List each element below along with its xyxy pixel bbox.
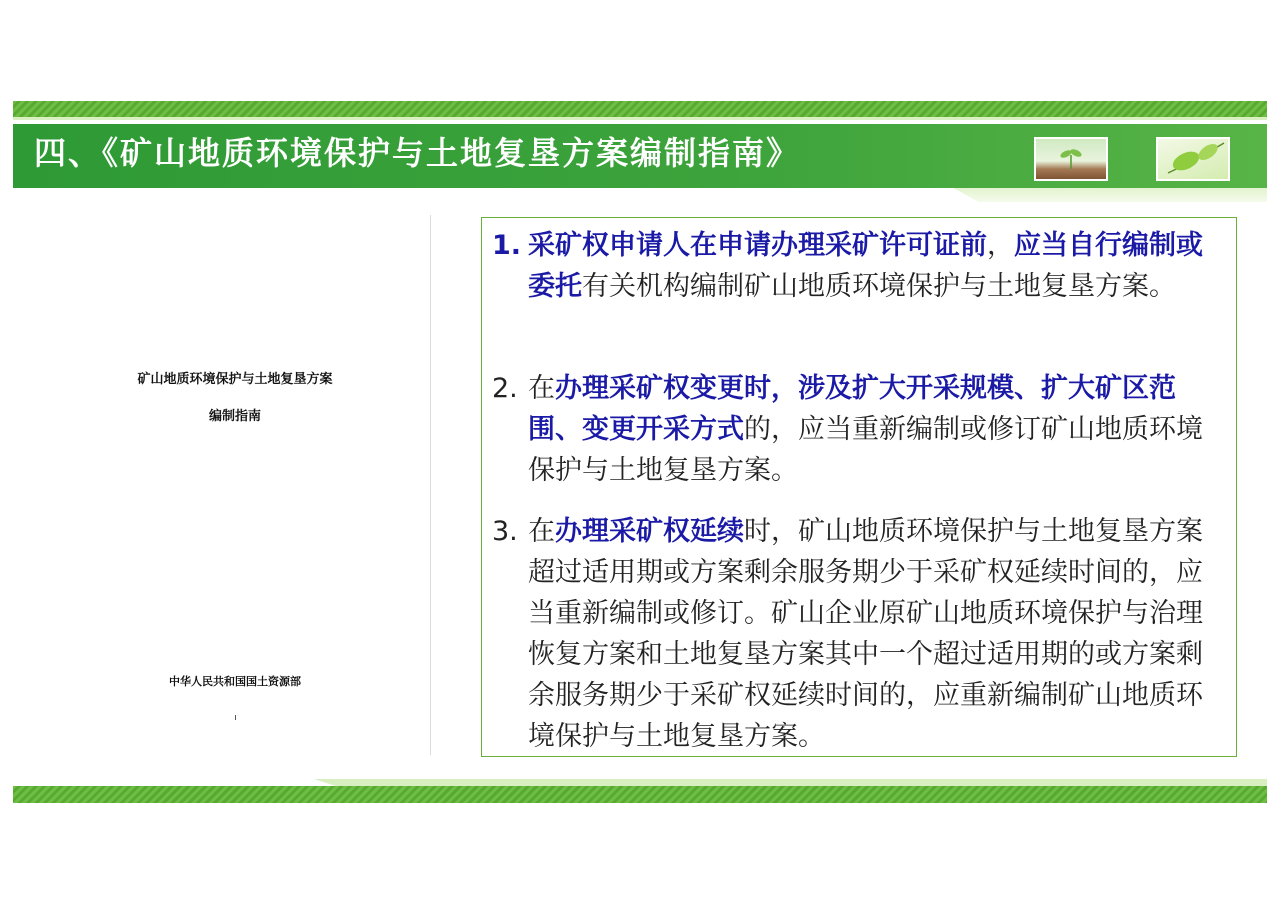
plain-text: 有关机构编制矿山地质环境保护与土地复垦方案。 [582,271,1176,302]
list-item [492,368,1228,491]
item-text [528,225,1228,307]
leaves-image [1156,137,1230,181]
seedling-image [1034,137,1108,181]
cover-mark [235,715,236,720]
plain-text: 在 [528,516,555,547]
list-item [492,225,1228,307]
highlight-text: 采矿权申请人在申请办理采矿许可证前 [528,230,987,261]
highlight-text: 应当自行编制或委托 [528,230,1203,302]
item-number: 3. [492,516,518,547]
top-light-band [13,117,1267,120]
slide-title: 四、《矿山地质环境保护与土地复垦方案编制指南》 [34,134,801,172]
item-text [528,368,1228,491]
list-item [492,511,1228,757]
cover-title-line2: 编制指南 [208,409,261,424]
cover-organization: 中华人民共和国国土资源部 [169,675,301,688]
content-box [481,217,1237,757]
highlight-text: 办理采矿权延续 [555,516,744,547]
title-underline-band [13,188,1267,202]
plain-text: 时，矿山地质环境保护与土地复垦方案超过适用期或方案剩余服务期少于采矿权延续时间的，应当重新编制或修订。矿山企业原矿山地质环境保护与治理恢复方案和土地复垦方案其中一个超过适用期的或方案剩余服务期少于采矿权延续时间的，应重新编制矿山地质环境保护与土地复垦方案。 [528,516,1203,752]
item-text [528,511,1228,757]
document-cover [40,215,431,755]
bottom-decorative-stripe [13,786,1267,803]
plain-text: ， [987,230,1014,261]
plain-text: 的，应当重新编制或修订矿山地质环境保护与土地复垦方案。 [528,414,1203,486]
cover-title-line1: 矿山地质环境保护与土地复垦方案 [137,372,333,387]
item-number: 1. [492,230,522,261]
top-decorative-stripe [13,101,1267,118]
highlight-text: 办理采矿权变更时，涉及扩大开采规模、扩大矿区范围、变更开采方式 [528,373,1176,445]
plain-text: 在 [528,373,555,404]
item-number: 2. [492,373,518,404]
